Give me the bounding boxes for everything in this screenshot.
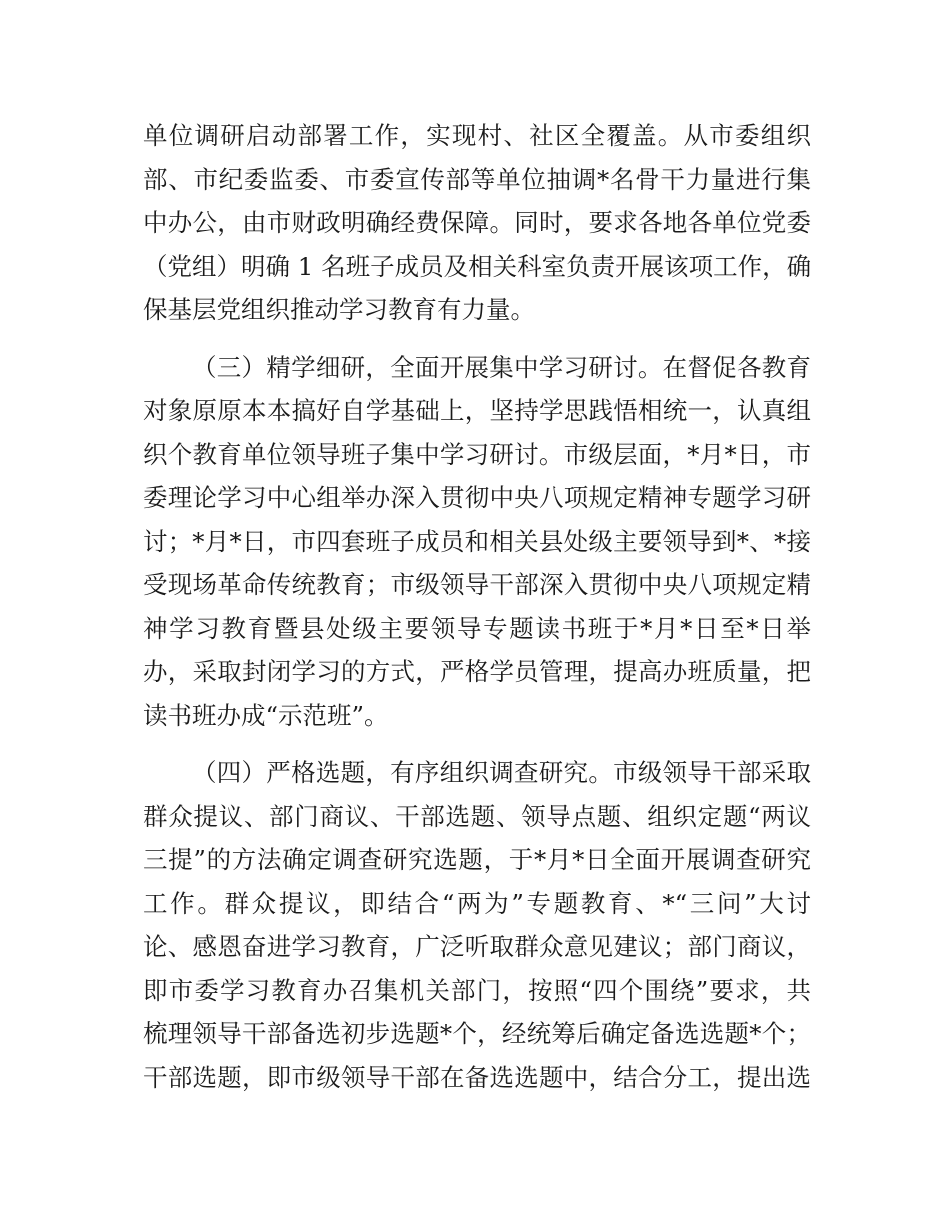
text-line: 论、感恩奋进学习教育，广泛听取群众意见建议；部门商议， bbox=[143, 932, 811, 961]
text-line: 三提”的方法确定调查研究选题，于*月*日全面开展调查研究 bbox=[143, 845, 811, 874]
text-line: 即市委学习教育办召集机关部门，按照“四个围绕”要求，共 bbox=[143, 975, 811, 1005]
text-line: （四）严格选题，有序组织调查研究。市级领导干部采取 bbox=[192, 758, 811, 787]
paragraph-1 bbox=[143, 114, 811, 332]
paragraph-2 bbox=[143, 346, 811, 738]
text-line: 群众提议、部门商议、干部选题、领导点题、组织定题“两议 bbox=[143, 801, 811, 831]
paragraph-3 bbox=[143, 751, 811, 1099]
text-line: 办，采取封闭学习的方式，严格学员管理，提高办班质量，把 bbox=[143, 657, 811, 686]
text-line: 受现场革命传统教育；市级领导干部深入贯彻中央八项规定精 bbox=[143, 570, 811, 599]
text-line: 神学习教育暨县处级主要领导专题读书班于*月*日至*日举 bbox=[143, 613, 811, 643]
text-line: 中办公，由市财政明确经费保障。同时，要求各地各单位党委 bbox=[143, 208, 811, 237]
text-line: 委理论学习中心组举办深入贯彻中央八项规定精神专题学习研 bbox=[143, 483, 811, 512]
text-line: 保基层党组织推动学习教育有力量。 bbox=[143, 295, 535, 324]
text-line: 干部选题，即市级领导干部在备选选题中，结合分工，提出选 bbox=[143, 1062, 811, 1092]
text-line: 单位调研启动部署工作，实现村、社区全覆盖。从市委组织 bbox=[143, 121, 811, 150]
text-line: （党组）明确 1 名班子成员及相关科室负责开展该项工作，确 bbox=[143, 251, 812, 281]
text-line: 对象原原本本搞好自学基础上，坚持学思践悟相统一，认真组 bbox=[143, 396, 811, 425]
text-line: 工作。群众提议，即结合“两为”专题教育、*“三问”大讨 bbox=[143, 888, 811, 918]
text-line: （三）精学细研，全面开展集中学习研讨。在督促各教育 bbox=[192, 352, 811, 382]
text-line: 织个教育单位领导班子集中学习研讨。市级层面，*月*日，市 bbox=[143, 439, 811, 469]
text-line: 读书班办成“示范班”。 bbox=[143, 700, 389, 730]
text-line: 梳理领导干部备选初步选题*个，经统筹后确定备选选题*个； bbox=[143, 1019, 811, 1048]
text-line: 部、市纪委监委、市委宣传部等单位抽调*名骨干力量进行集 bbox=[143, 164, 811, 194]
document-body bbox=[143, 114, 811, 1113]
text-line: 讨；*月*日，市四套班子成员和相关县处级主要领导到*、*接 bbox=[143, 526, 811, 556]
